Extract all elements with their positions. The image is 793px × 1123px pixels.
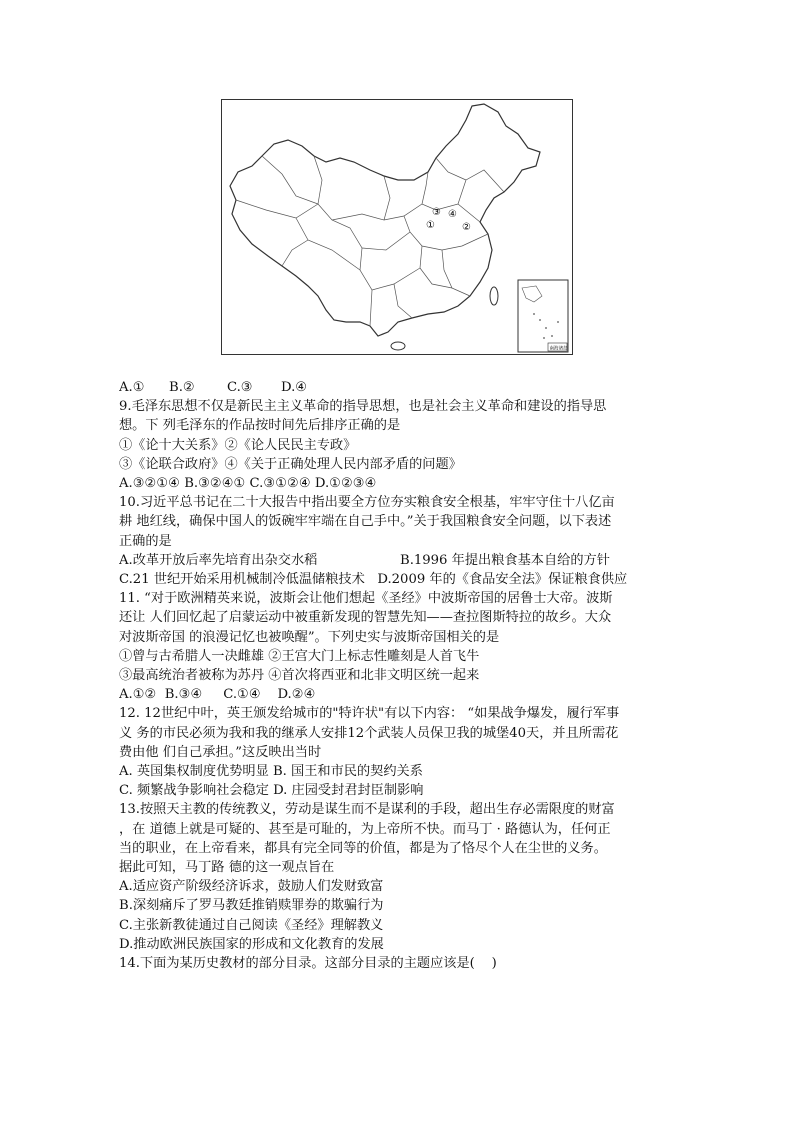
q13-option-a[interactable]: A.适应资产阶级经济诉求，鼓励人们发财致富 — [119, 879, 384, 895]
q13-option-c[interactable]: C.主张新教徒通过自己阅读《圣经》理解教义 — [119, 917, 384, 933]
q10-stem-2: 耕 地红线，确保中国人的饭碗牢牢端在自己手中。”关于我国粮食安全问题，以下表述 — [119, 514, 612, 530]
q12-stem-2: 义 务的市民必须为我和我的继承人安排12个武装人员保卫我的城堡40天，并且所需花 — [119, 725, 619, 741]
q9-item-2: ③《论联合政府》④《关于正确处理人民内部矛盾的问题》 — [119, 456, 462, 472]
south-china-sea-inset — [518, 280, 568, 352]
q10-option-d[interactable]: D.2009 年的《食品安全法》保证粮食供应 — [377, 572, 628, 588]
q13-stem-1: 13.按照天主教的传统教义，劳动是谋生而不是谋利的手段，超出生存必需限度的财富 — [119, 802, 615, 818]
map-marker-2: ② — [462, 222, 471, 233]
q8-option-d[interactable]: D.④ — [281, 380, 308, 395]
q10-option-c[interactable]: C.21 世纪开始采用机械制冷低温储粮技术 — [119, 572, 365, 588]
question-text-block — [119, 378, 694, 973]
q11-stem-1: 11. “对于欧洲精英来说，波斯会让他们想起《圣经》中波斯帝国的居鲁士大帝。波斯 — [119, 591, 613, 607]
q9-stem-1: 9.毛泽东思想不仅是新民主主义革命的指导思想，也是社会主义革命和建设的指导思 — [119, 399, 607, 415]
q9-options[interactable]: A.③②①④ B.③②④① C.③①②④ D.①②③④ — [119, 476, 377, 492]
q10-option-a[interactable]: A.改革开放后率先培育出杂交水稻 — [119, 552, 318, 568]
inset-label: 南海诸岛 — [549, 346, 568, 352]
q10-stem-3: 正确的是 — [119, 533, 172, 549]
q11-item-1: ①曾与古希腊人一决雌雄 ②王宫大门上标志性雕刻是人首飞牛 — [119, 648, 480, 664]
q12-options-cd[interactable]: C. 频繁战争影响社会稳定 D. 庄园受封君封臣制影响 — [119, 783, 424, 799]
q11-stem-3: 对波斯帝国 的浪漫记忆也被唤醒”。下列史实与波斯帝国相关的是 — [119, 629, 500, 645]
q14-stem-1: 14.下面为某历史教材的部分目录。这部分目录的主题应该是( ) — [119, 956, 497, 972]
taiwan-shape — [490, 287, 498, 305]
q13-option-d[interactable]: D.推动欧洲民族国家的形成和文化教育的发展 — [119, 936, 384, 952]
q12-stem-3: 费由他 们自己承担。”这反映出当时 — [119, 744, 322, 760]
q9-stem-2: 想。下 列毛泽东的作品按时间先后排序正确的是 — [119, 418, 401, 434]
q8-option-a[interactable]: A.① — [119, 380, 145, 395]
q13-stem-2: ，在 道德上就是可疑的、甚至是可耻的，为上帝所不快。而马丁 · 路德认为，任何正 — [119, 821, 611, 837]
china-map-figure — [221, 99, 573, 355]
q8-options — [119, 378, 694, 397]
hainan-shape — [391, 342, 405, 350]
q13-stem-3: 当的职业，在上帝看来，都具有完全同等的价值，都是为了恪尽个人在尘世的义务。 — [119, 840, 607, 856]
q8-option-c[interactable]: C.③ — [227, 380, 253, 395]
china-map-drawing — [222, 100, 572, 354]
q8-option-b[interactable]: B.② — [169, 380, 195, 395]
q10-option-b[interactable]: B.1996 年提出粮食基本自给的方针 — [400, 552, 610, 568]
q13-stem-4: 据此可知，马丁路 德的这一观点旨在 — [119, 860, 335, 876]
q10-options-ab — [119, 551, 694, 570]
map-marker-3: ③ — [432, 207, 441, 218]
map-marker-1: ① — [426, 220, 435, 231]
q10-stem-1: 10.习近平总书记在二十大报告中指出要全方位夯实粮食安全根基，牢牢守住十八亿亩 — [119, 495, 615, 511]
q11-stem-2: 还让 人们回忆起了启蒙运动中被重新发现的智慧先知——查拉图斯特拉的故乡。大众 — [119, 610, 612, 626]
q11-item-2: ③最高统治者被称为苏丹 ④首次将西亚和北非文明区统一起来 — [119, 668, 480, 684]
q9-item-1: ①《论十大关系》②《论人民民主专政》 — [119, 437, 357, 453]
q13-option-b[interactable]: B.深刻痛斥了罗马教廷推销赎罪券的欺骗行为 — [119, 898, 384, 914]
q10-options-cd — [119, 570, 694, 589]
q12-options-ab[interactable]: A. 英国集权制度优势明显 B. 国王和市民的契约关系 — [119, 764, 423, 780]
map-marker-4: ④ — [448, 209, 457, 220]
q12-stem-1: 12. 12世纪中叶，英王颁发给城市的"特许状"有以下内容： “如果战争爆发，履行军事 — [119, 706, 620, 722]
q11-options[interactable]: A.①② B.③④ C.①④ D.②④ — [119, 687, 316, 703]
